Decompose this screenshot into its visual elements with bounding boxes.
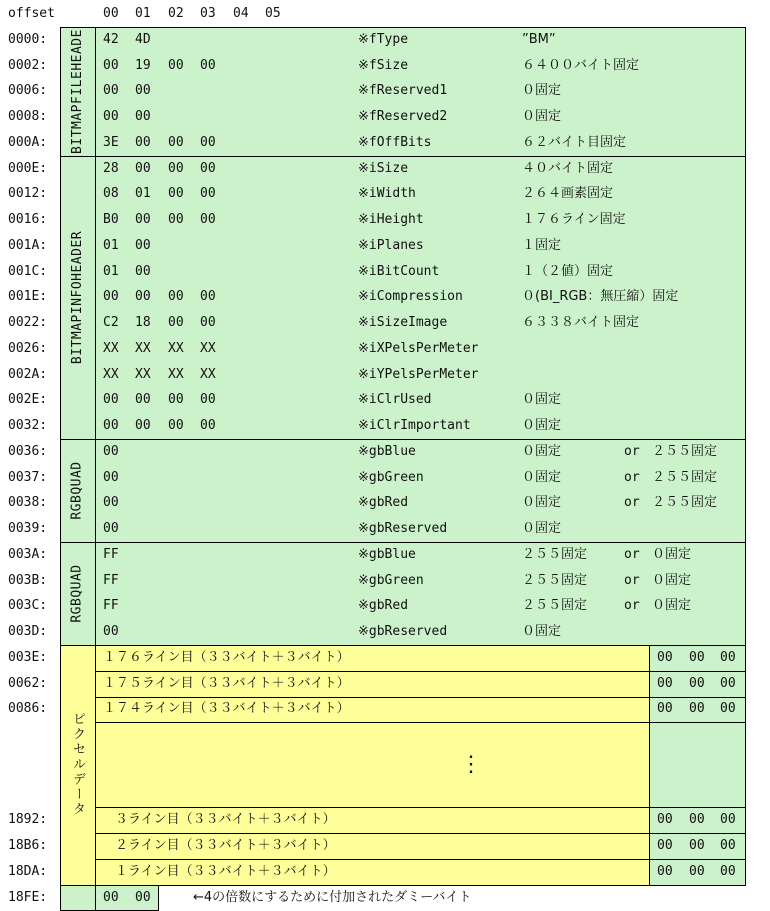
hex-byte: 00 (200, 186, 216, 202)
hex-byte: XX (103, 340, 119, 356)
hex-byte: 01 (103, 263, 119, 279)
divider (95, 886, 96, 910)
padding-byte: 00 (657, 837, 673, 853)
hex-byte: 00 (200, 212, 216, 228)
field-name: ※gbBlue (358, 443, 416, 459)
field-value: ０固定 (522, 624, 562, 640)
section-label-text: BITMAPFILEHEADE (70, 28, 85, 154)
hex-byte: XX (135, 366, 151, 382)
field-value: １固定 (522, 237, 562, 253)
hex-byte: FF (103, 572, 119, 588)
hex-byte: 00 (168, 289, 184, 305)
hex-byte: 00 (200, 418, 216, 434)
divider (158, 886, 159, 910)
hex-byte: 00 (103, 521, 119, 537)
field-alt-value: ２５５固定 (652, 469, 718, 485)
divider (60, 439, 746, 440)
offset-label: 0036: (8, 443, 48, 459)
field-name: ※gbReserved (358, 521, 448, 537)
hex-byte: C2 (103, 315, 119, 331)
section-label-text: RGBQUAD (70, 461, 86, 520)
padding-byte: 00 (689, 701, 705, 717)
offset-label: 0062: (8, 675, 48, 691)
offset-label: 0086: (8, 701, 48, 717)
hex-byte: 00 (200, 160, 216, 176)
field-value: ６４００バイト固定 (522, 57, 640, 73)
section-label (60, 542, 95, 645)
hex-byte: XX (135, 340, 151, 356)
padding-byte: 00 (720, 701, 736, 717)
field-alt-value: ２５５固定 (652, 495, 718, 511)
hex-byte: 01 (103, 237, 119, 253)
hex-byte: 00 (200, 289, 216, 305)
divider (60, 910, 159, 911)
hex-byte: FF (103, 546, 119, 562)
divider (95, 722, 745, 723)
hex-byte: 00 (135, 289, 151, 305)
pixel-data-label (60, 645, 95, 885)
hex-byte: 00 (103, 469, 119, 485)
offset-label: 003B: (8, 572, 48, 588)
dummy-byte: 00 (103, 889, 119, 905)
hex-byte: 00 (200, 392, 216, 408)
field-value: １７６ライン固定 (522, 212, 626, 228)
offset-label: 0016: (8, 212, 48, 228)
field-name: ※iXPelsPerMeter (358, 340, 479, 356)
hex-byte: 00 (103, 495, 119, 511)
padding-byte: 00 (720, 863, 736, 879)
hex-byte: 00 (135, 392, 151, 408)
field-name: ※gbGreen (358, 469, 424, 485)
scanline-label: ３ライン目（３３バイト＋３バイト） (115, 812, 336, 828)
field-name: ※fType (358, 31, 409, 47)
hex-byte: 00 (168, 160, 184, 176)
field-alt-value: ０固定 (652, 598, 692, 614)
field-value: ０固定 (522, 443, 562, 459)
section-label (60, 27, 95, 156)
padding-byte: 00 (657, 812, 673, 828)
dummy-byte: 00 (135, 889, 151, 905)
hex-byte: 00 (135, 263, 151, 279)
field-alt-value: ２５５固定 (652, 443, 718, 459)
column-header: 03 (200, 6, 216, 21)
hex-byte: 00 (168, 418, 184, 434)
offset-label: 0012: (8, 186, 48, 202)
offset-label: 0038: (8, 495, 48, 511)
offset-label: 001A: (8, 237, 48, 253)
field-alt-value: ０固定 (652, 572, 692, 588)
footer-label-cell (60, 886, 95, 910)
scanline-label: １７４ライン目（３３バイト＋３バイト） (103, 701, 350, 717)
footer-note: ←4の倍数にするために付加されたダミーバイト (193, 889, 472, 905)
field-value: １（２値）固定 (522, 263, 614, 279)
field-value: ２６４画素固定 (522, 186, 614, 202)
hex-byte: 00 (168, 212, 184, 228)
field-name: ※iSizeImage (358, 315, 448, 331)
padding-byte: 00 (657, 701, 673, 717)
scanline-label: １７６ライン目（３３バイト＋３バイト） (103, 649, 350, 665)
hex-byte: 00 (135, 109, 151, 125)
divider (60, 542, 746, 543)
offset-label: 0037: (8, 469, 48, 485)
field-value: ０固定 (522, 521, 562, 537)
field-value: ６２バイト目固定 (522, 134, 627, 150)
padding-byte: 00 (657, 649, 673, 665)
hex-byte: XX (200, 340, 216, 356)
offset-label: 0032: (8, 418, 48, 434)
ellipsis: ⋮ (460, 751, 482, 777)
column-header: 02 (168, 6, 184, 21)
offset-label: 0006: (8, 83, 48, 99)
column-header: 04 (233, 6, 249, 21)
field-name: ※iSize (358, 160, 409, 176)
or-label: or (624, 598, 640, 614)
hex-byte: B0 (103, 212, 119, 228)
field-name: ※gbReserved (358, 624, 448, 640)
offset-label: 18DA: (8, 863, 48, 879)
hex-byte: 00 (135, 134, 151, 150)
field-name: ※iYPelsPerMeter (358, 366, 479, 382)
hex-byte: 00 (103, 418, 119, 434)
padding-byte: 00 (689, 812, 705, 828)
field-name: ※fReserved2 (358, 109, 448, 125)
field-value: ６３３８バイト固定 (522, 315, 640, 331)
section-label (60, 156, 95, 439)
offset-label: 0002: (8, 57, 48, 73)
offset-label: 0008: (8, 109, 48, 125)
field-name: ※gbGreen (358, 572, 424, 588)
offset-label: 003D: (8, 624, 48, 640)
padding-byte: 00 (657, 863, 673, 879)
hex-byte: 00 (168, 315, 184, 331)
offset-label: 001E: (8, 289, 48, 305)
divider (95, 697, 745, 698)
hex-byte: 42 (103, 31, 119, 47)
hex-byte: 00 (168, 57, 184, 73)
section-label-text: RGBQUAD (70, 564, 86, 623)
padding-byte: 00 (689, 837, 705, 853)
field-name: ※gbRed (358, 495, 409, 511)
field-name: ※fSize (358, 57, 409, 73)
hex-byte: XX (200, 366, 216, 382)
field-name: ※gbRed (358, 598, 409, 614)
field-alt-value: ０固定 (652, 546, 692, 562)
hex-byte: 00 (103, 443, 119, 459)
field-name: ※iPlanes (358, 237, 424, 253)
field-name: ※iClrUsed (358, 392, 432, 408)
pixel-data-label-text: ピクセルデータ (70, 712, 85, 818)
padding-byte: 00 (689, 675, 705, 691)
scanline-label: １７５ライン目（３３バイト＋３バイト） (103, 675, 350, 691)
divider (60, 885, 746, 886)
hex-byte: 08 (103, 186, 119, 202)
divider (60, 27, 746, 28)
or-label: or (624, 495, 640, 511)
hex-byte: 00 (200, 57, 216, 73)
or-label: or (624, 572, 640, 588)
offset-label: 002E: (8, 392, 48, 408)
hex-byte: 00 (103, 624, 119, 640)
offset-label: 003A: (8, 546, 48, 562)
offset-label: 001C: (8, 263, 48, 279)
field-name: ※fOffBits (358, 134, 432, 150)
field-name: ※iClrImportant (358, 418, 471, 434)
or-label: or (624, 546, 640, 562)
offset-label: 003C: (8, 598, 48, 614)
offset-header: offset (8, 6, 55, 21)
hex-byte: 00 (200, 315, 216, 331)
padding-byte: 00 (689, 649, 705, 665)
hex-byte: 00 (200, 134, 216, 150)
scanline-label: ２ライン目（３３バイト＋３バイト） (115, 837, 336, 853)
field-value: ２５５固定 (522, 598, 588, 614)
offset-label: 003E: (8, 649, 48, 665)
field-value: ０固定 (522, 418, 562, 434)
hex-byte: 00 (103, 392, 119, 408)
hex-byte: 3E (103, 134, 119, 150)
offset-label: 0039: (8, 521, 48, 537)
hex-byte: 00 (135, 212, 151, 228)
divider (95, 671, 745, 672)
hex-byte: XX (168, 366, 184, 382)
hex-byte: 00 (168, 392, 184, 408)
column-header: 05 (265, 6, 281, 21)
field-value: ０固定 (522, 469, 562, 485)
padding-byte: 00 (720, 812, 736, 828)
field-name: ※iWidth (358, 186, 416, 202)
offset-label: 0026: (8, 340, 48, 356)
padding-byte: 00 (720, 837, 736, 853)
hex-byte: 01 (135, 186, 151, 202)
divider (649, 645, 650, 885)
divider (60, 886, 61, 910)
divider (95, 807, 745, 808)
hex-byte: 00 (103, 83, 119, 99)
padding-byte: 00 (720, 675, 736, 691)
field-value: ４０バイト固定 (522, 160, 614, 176)
section-label-text: BITMAPINFOHEADER (70, 230, 86, 364)
divider (60, 645, 746, 646)
or-label: or (624, 469, 640, 485)
offset-label: 18B6: (8, 837, 48, 853)
hex-byte: 00 (103, 57, 119, 73)
hex-byte: 4D (135, 31, 151, 47)
hex-byte: 19 (135, 57, 151, 73)
field-value: ０固定 (522, 392, 562, 408)
field-value: ０固定 (522, 83, 562, 99)
padding-byte: 00 (720, 649, 736, 665)
field-value: ０固定 (522, 495, 562, 511)
hex-byte: 00 (168, 186, 184, 202)
hex-byte: 00 (168, 134, 184, 150)
field-value: ０固定 (522, 109, 562, 125)
offset-label: 1892: (8, 812, 48, 828)
divider (60, 156, 746, 157)
hex-byte: 28 (103, 160, 119, 176)
hex-byte: XX (103, 366, 119, 382)
field-name: ※iCompression (358, 289, 463, 305)
hex-byte: XX (168, 340, 184, 356)
section-label (60, 439, 95, 542)
offset-label: 0000: (8, 31, 48, 47)
hex-byte: 00 (135, 83, 151, 99)
padding-byte: 00 (689, 863, 705, 879)
field-name: ※gbBlue (358, 546, 416, 562)
field-name: ※fReserved1 (358, 83, 448, 99)
or-label: or (624, 443, 640, 459)
field-value: ２５５固定 (522, 572, 588, 588)
padding-byte: 00 (657, 675, 673, 691)
hex-byte: 00 (103, 289, 119, 305)
field-name: ※iHeight (358, 212, 424, 228)
hex-byte: FF (103, 598, 119, 614)
offset-label: 002A: (8, 366, 48, 382)
column-header: 00 (103, 6, 119, 21)
field-value: ”BM” (522, 31, 556, 47)
hex-byte: 00 (135, 418, 151, 434)
divider (95, 833, 745, 834)
column-header: 01 (135, 6, 151, 21)
hex-byte: 00 (103, 109, 119, 125)
offset-label: 000A: (8, 134, 48, 150)
field-value: ０(BI_RGB：無圧縮）固定 (522, 289, 679, 305)
hex-byte: 00 (135, 160, 151, 176)
offset-label: 18FE: (8, 889, 48, 905)
hex-byte: 00 (135, 237, 151, 253)
divider (95, 859, 745, 860)
field-value: ２５５固定 (522, 546, 588, 562)
offset-label: 000E: (8, 160, 48, 176)
offset-label: 0022: (8, 315, 48, 331)
scanline-label: １ライン目（３３バイト＋３バイト） (115, 863, 336, 879)
hex-byte: 18 (135, 315, 151, 331)
field-name: ※iBitCount (358, 263, 440, 279)
